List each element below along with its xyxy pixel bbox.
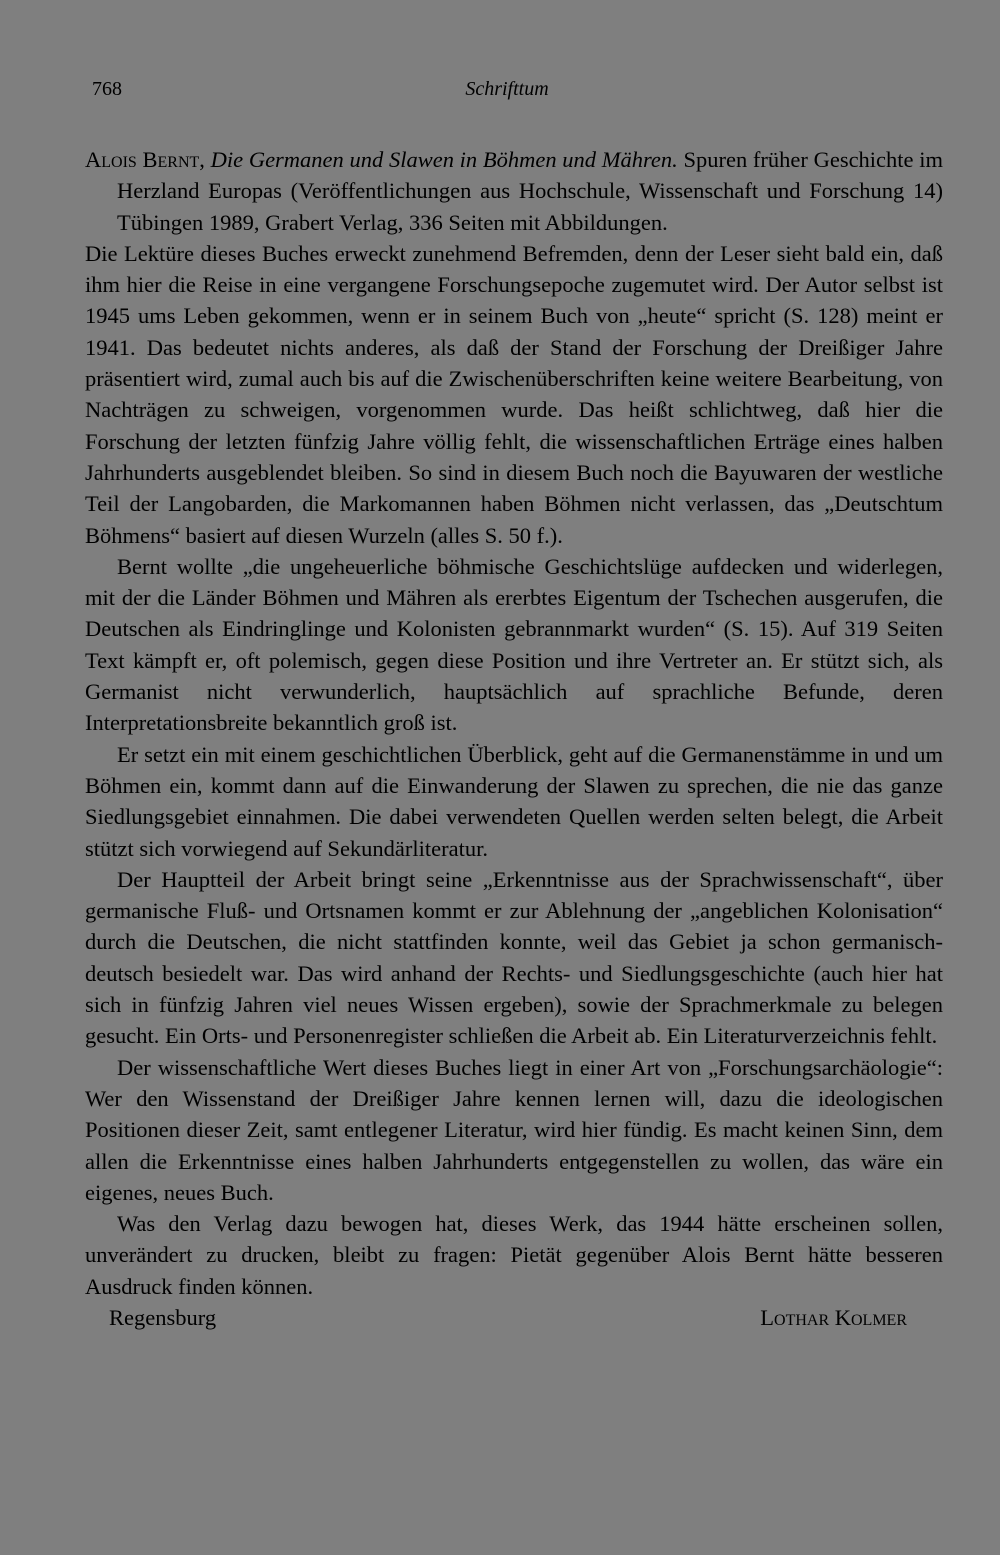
review-paragraph-2: Bernt wollte „die ungeheuerliche böhmische Geschichtslüge aufdecken und widerlegen, mit der die Länder Böhmen und Mähren als ererbtes Eigentum der Tschechen ausgerufen, die Deutschen als Eindringlinge und Kolonisten gebrannmarkt wurden“ (S. 15). Auf 319 Seiten Text kämpft er, oft polemisch, gegen diese Position und ihre Vertreter an. Er stützt sich, als Germanist nicht verwunderlich, hauptsächlich auf sprachliche Befunde, deren Interpretationsbreite bekanntlich groß ist. <box>85 553 943 736</box>
review-signature <box>85 1302 943 1334</box>
review-paragraph-5: Der wissenschaftliche Wert dieses Buches liegt in einer Art von „Forschungsarchäologie“: Wer den Wissenstand der Dreißiger Jahre kennen lernen will, dazu die ideologischen Positionen dieser Zeit, samt entlegener Literatur, wird hier fündig. Es macht keinen Sinn, dem allen die Erkenntnisse eines halben Jahrhunderts entgegenstellen zu wollen, das wäre ein eigenes, neues Buch. <box>85 1054 943 1205</box>
page-number: 768 <box>92 78 122 100</box>
page-header <box>92 78 922 110</box>
review-paragraph-3: Er setzt ein mit einem geschichtlichen Überblick, geht auf die Germanenstämme in und um Böhmen ein, kommt dann auf die Einwanderung der Slawen zu sprechen, die nie das ganze Siedlungsgebiet einnahmen. Die dabei verwendeten Quellen werden selten belegt, die Arbeit stützt sich vorwiegend auf Sekundärliteratur. <box>85 741 943 861</box>
review-body <box>85 144 943 1334</box>
review-paragraph-6: Was den Verlag dazu bewogen hat, dieses Werk, das 1944 hätte erscheinen sollen, unverändert zu drucken, bleibt zu fragen: Pietät gegenüber Alois Bernt hätte besseren Ausdruck finden können. <box>85 1211 943 1299</box>
review-paragraph-1: Die Lektüre dieses Buches erweckt zunehmend Befremden, denn der Leser sieht bald ein, daß ihm hier die Reise in eine vergangene Forschungsepoche zugemutet wird. Der Autor selbst ist 1945 ums Leben gekommen, wenn er in seinem Buch von „heute“ spricht (S. 128) meint er 1941. Das bedeutet nichts anderes, als daß der Stand der Forschung der Dreißiger Jahre präsentiert wird, zumal auch bis auf die Zwischenüberschriften keine weitere Bearbeitung, von Nachträgen zu schweigen, vorgenommen wurde. Das heißt schlichtweg, daß hier die Forschung der letzten fünfzig Jahre völlig fehlt, die wissenschaftlichen Erträge eines halben Jahrhunderts ausgeblendet bleiben. So sind in diesem Buch noch die Bayuwaren der westliche Teil der Langobarden, die Markomannen haben Böhmen nicht verlassen, das „Deutschtum Böhmens“ basiert auf diesen Wurzeln (alles S. 50 f.). <box>85 240 943 548</box>
citation-details: Spuren früher Geschichte im Herzland Europas (Veröffentlichungen aus Hochschule, Wissenschaft und Forschung 14) Tübingen 1989, Grabert Verlag, 336 Seiten mit Abbildungen. <box>117 147 943 235</box>
bibliographic-citation: Alois Bernt, Die Germanen und Slawen in Böhmen und Mähren. Spuren früher Geschichte im Herzland Europas (Veröffentlichungen aus Hochschule, Wissenschaft und Forschung 14) Tübingen 1989, Grabert Verlag, 336 Seiten mit Abbildungen. <box>85 147 943 235</box>
citation-title: Die Germanen und Slawen in Böhmen und Mähren. <box>210 147 678 172</box>
signature-author: Lothar Kolmer <box>760 1304 907 1330</box>
signature-place: Regensburg <box>109 1304 217 1330</box>
citation-author: Alois Bernt <box>85 147 200 172</box>
review-paragraph-4: Der Hauptteil der Arbeit bringt seine „Erkenntnisse aus der Sprachwissenschaft“, über germanische Fluß- und Ortsnamen kommt er zur Ablehnung der „angeblichen Kolonisation“ durch die Deutschen, die nicht stattfinden konnte, weil das Gebiet ja schon germanisch-deutsch besiedelt war. Das wird anhand der Rechts- und Siedlungsgeschichte (auch hier hat sich in fünfzig Jahren viel neues Wissen ergeben), sowie der Sprachmerkmale zu belegen gesucht. Ein Orts- und Personenregister schließen die Arbeit ab. Ein Literaturverzeichnis fehlt. <box>85 866 943 1049</box>
running-title: Schrifttum <box>465 78 549 100</box>
